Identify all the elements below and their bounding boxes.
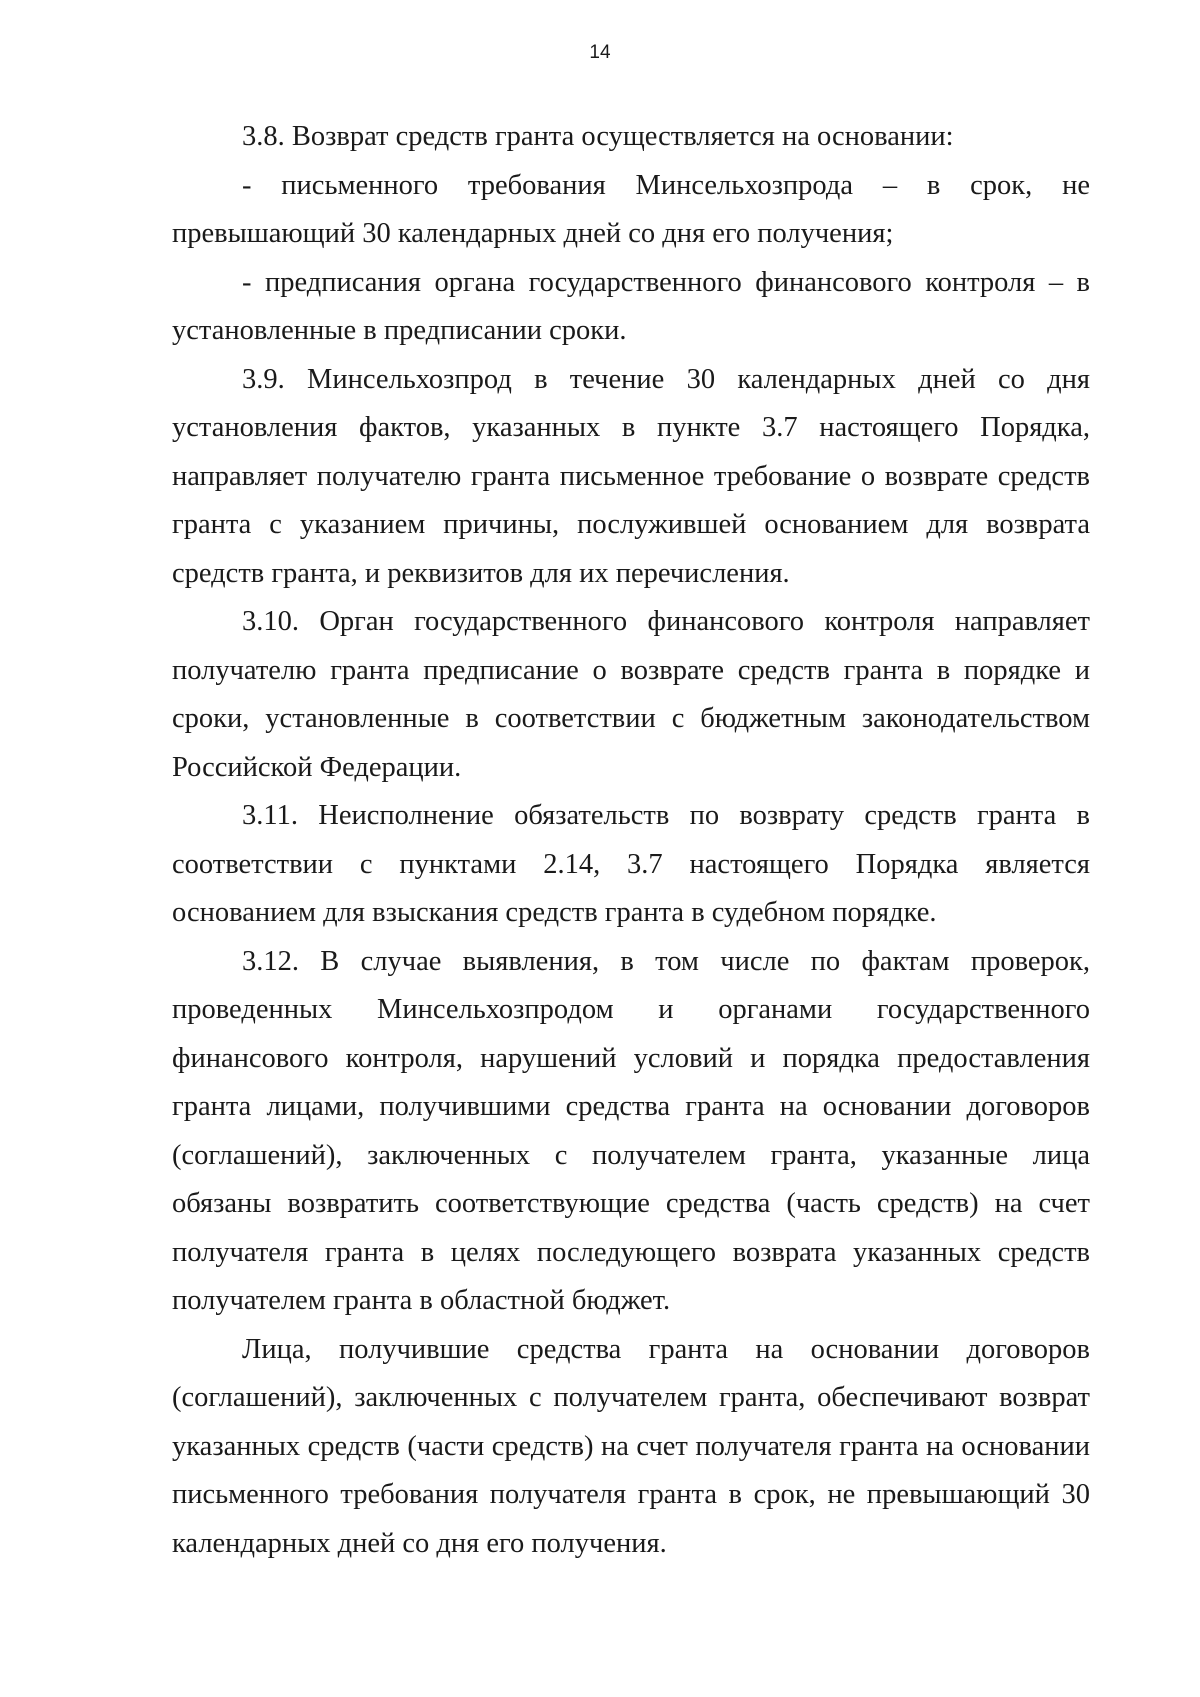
paragraph-3-11: 3.11. Неисполнение обязательств по возврату средств гранта в соответствии с пунктами 2.14, 3.7 настоящего Порядка является основанием для взыскания средств гранта в судебном порядке. [172,800,1090,928]
paragraph-3-12: 3.12. В случае выявления, в том числе по фактам проверок, проведенных Минсельхозпродом и органами государственного финансового контроля, нарушений условий и порядка предоставления гранта лицами, получившими средства гранта на основании договоров (соглашений), заключенных с получателем гранта, указанные лица обязаны возвратить соответствующие средства (часть средств) на счет получателя гранта в целях последующего возврата указанных средств получателем гранта в областной бюджет. [172,945,1090,1316]
paragraph-3-10: 3.10. Орган государственного финансового контроля направляет получателю гранта предписание о возврате средств гранта в порядке и сроки, установленные в соответствии с бюджетным законодательством Российской Федерации. [172,606,1090,783]
paragraph-3-8: 3.8. Возврат средств гранта осуществляется на основании: [242,121,954,152]
document-body [172,113,1090,1568]
page-number: 14 [589,42,611,63]
paragraph-3-12-continued: Лица, получившие средства гранта на основании договоров (соглашений), заключенных с получателем гранта, обеспечивают возврат указанных средств (части средств) на счет получателя гранта на основании письменного требования получателя гранта в срок, не превышающий 30 календарных дней со дня его получения. [172,1333,1090,1559]
paragraph-3-8-item-1: - письменного требования Минсельхозпрода – в срок, не превышающий 30 календарных дней со дня его получения; [172,169,1090,249]
paragraph-3-9: 3.9. Минсельхозпрод в течение 30 календарных дней со дня установления фактов, указанных в пункте 3.7 настоящего Порядка, направляет получателю гранта письменное требование о возврате средств гранта с указанием причины, послужившей основанием для возврата средств гранта, и реквизитов для их перечисления. [172,363,1090,589]
paragraph-3-8-item-2: - предписания органа государственного финансового контроля – в установленные в предписании сроки. [172,266,1090,346]
